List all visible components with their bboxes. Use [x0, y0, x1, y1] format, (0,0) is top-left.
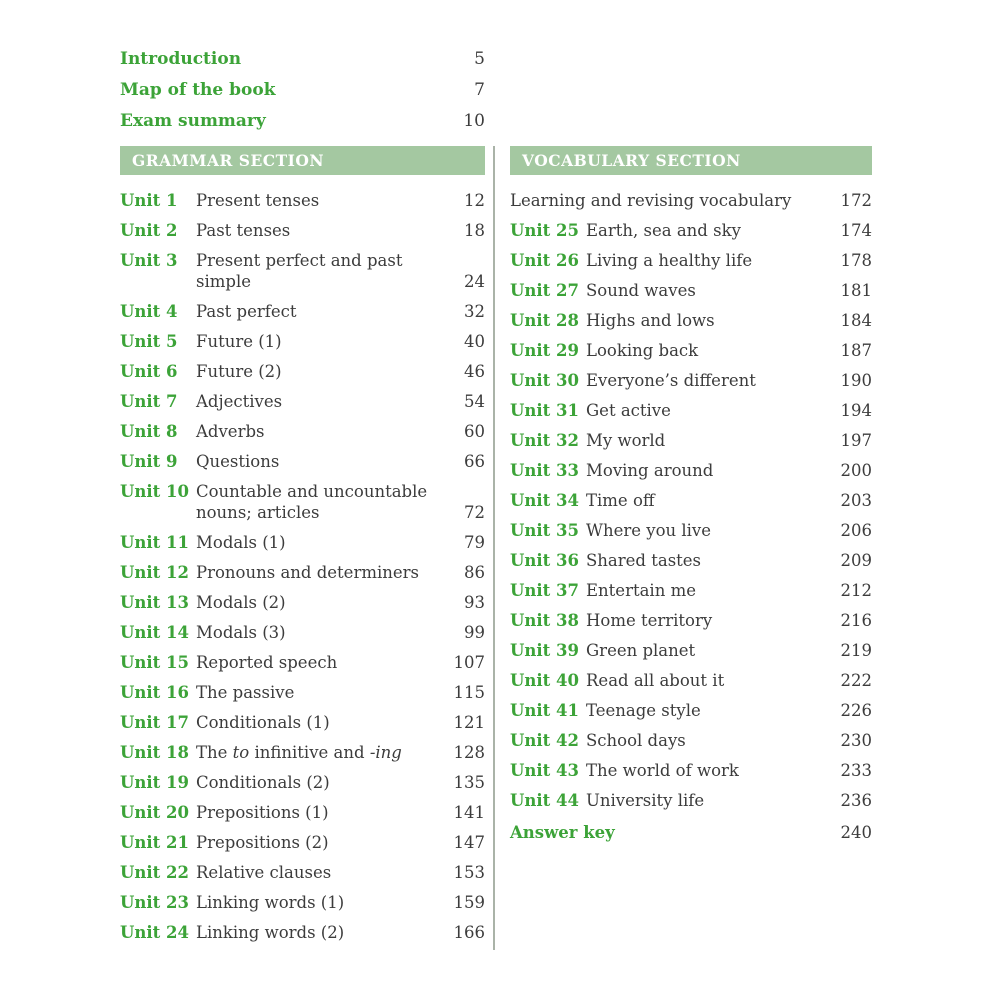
unit-title: Adjectives [196, 392, 283, 411]
unit-label: Unit 10 [120, 482, 189, 501]
unit-label: Unit 41 [510, 701, 579, 720]
unit-label: Unit 33 [510, 461, 579, 480]
unit-title: Past perfect [196, 302, 297, 321]
toc-entry [120, 652, 485, 673]
unit-label: Unit 29 [510, 341, 579, 360]
page-number: 166 [453, 923, 485, 942]
unit-title: Living a healthy life [586, 251, 753, 270]
unit-label: Unit 39 [510, 641, 579, 660]
page-number: 107 [453, 653, 485, 672]
unit-title: My world [586, 431, 666, 450]
unit-label: Unit 6 [120, 362, 178, 381]
toc-entry [510, 430, 872, 451]
unit-label: Unit 17 [120, 713, 189, 732]
unit-title: Modals (3) [196, 623, 286, 642]
toc-entry [120, 481, 485, 523]
unit-title: Earth, sea and sky [586, 221, 741, 240]
toc-entry [510, 460, 872, 481]
unit-title: Future (1) [196, 332, 282, 351]
unit-label: Unit 8 [120, 422, 178, 441]
vocabulary-unit-list [510, 220, 872, 811]
unit-title: Highs and lows [586, 311, 715, 330]
page-number: 10 [463, 111, 485, 131]
page-number: 135 [453, 773, 485, 792]
page-number: 206 [840, 521, 872, 540]
unit-label: Unit 37 [510, 581, 579, 600]
toc-entry [120, 190, 485, 211]
unit-title: The world of work [586, 761, 739, 780]
page-number: 178 [840, 251, 872, 270]
vocabulary-section-header: VOCABULARY SECTION [510, 146, 872, 175]
unit-title: Teenage style [586, 701, 701, 720]
vocabulary-column [510, 146, 872, 852]
front-matter [120, 49, 485, 142]
unit-label: Unit 20 [120, 803, 189, 822]
unit-title: Get active [586, 401, 671, 420]
front-matter-row [120, 49, 485, 70]
unit-label: Unit 35 [510, 521, 579, 540]
page-number: 203 [840, 491, 872, 510]
unit-title: Pronouns and determiners [196, 563, 419, 582]
toc-entry [120, 772, 485, 793]
unit-title: Prepositions (2) [196, 833, 329, 852]
page-number: 72 [464, 503, 485, 522]
unit-label: Unit 21 [120, 833, 189, 852]
page-number: 190 [840, 371, 872, 390]
unit-label: Unit 15 [120, 653, 189, 672]
page-number: 46 [464, 362, 485, 381]
grammar-column [120, 146, 485, 952]
toc-entry [120, 220, 485, 241]
unit-title: Moving around [586, 461, 714, 480]
unit-title: Adverbs [196, 422, 265, 441]
answer-key-entry [510, 822, 872, 843]
unit-label: Unit 13 [120, 593, 189, 612]
toc-entry [120, 250, 485, 292]
page-number: 32 [464, 302, 485, 321]
page-number: 115 [453, 683, 485, 702]
toc-entry [510, 310, 872, 331]
page-number: 187 [840, 341, 872, 360]
unit-label: Unit 34 [510, 491, 579, 510]
unit-label: Unit 1 [120, 191, 178, 210]
unit-title: Modals (2) [196, 593, 286, 612]
toc-entry [510, 490, 872, 511]
toc-entry [120, 391, 485, 412]
grammar-section-header: GRAMMAR SECTION [120, 146, 485, 175]
page-number: 181 [840, 281, 872, 300]
toc-entry [120, 892, 485, 913]
unit-title: Modals (1) [196, 533, 286, 552]
unit-title: Green planet [586, 641, 696, 660]
unit-label: Unit 36 [510, 551, 579, 570]
unit-label: Unit 40 [510, 671, 579, 690]
unit-label: Unit 24 [120, 923, 189, 942]
toc-entry [120, 562, 485, 583]
unit-label: Unit 7 [120, 392, 178, 411]
toc-entry [510, 250, 872, 271]
page-number: 60 [464, 422, 485, 441]
grammar-unit-list [120, 190, 485, 943]
unit-label: Unit 38 [510, 611, 579, 630]
unit-label: Unit 14 [120, 623, 189, 642]
page-number: 226 [840, 701, 872, 720]
page-number: 147 [453, 833, 485, 852]
unit-label: Unit 43 [510, 761, 579, 780]
page-number: 219 [840, 641, 872, 660]
toc-entry [120, 862, 485, 883]
unit-label: Unit 2 [120, 221, 178, 240]
toc-entry [120, 802, 485, 823]
page-number: 159 [453, 893, 485, 912]
toc-entry [120, 682, 485, 703]
unit-title: Relative clauses [196, 863, 332, 882]
unit-title: Reported speech [196, 653, 338, 672]
unit-title: Conditionals (2) [196, 773, 330, 792]
unit-title: Present perfect and past simple [196, 251, 403, 291]
page-number: 18 [464, 221, 485, 240]
unit-label: Unit 4 [120, 302, 178, 321]
toc-entry [510, 700, 872, 721]
unit-label: Unit 44 [510, 791, 579, 810]
unit-title: Where you live [586, 521, 712, 540]
page-number: 200 [840, 461, 872, 480]
unit-title: Everyone’s different [586, 371, 756, 390]
page-number: 40 [464, 332, 485, 351]
toc-entry [120, 421, 485, 442]
unit-title: Linking words (2) [196, 923, 345, 942]
toc-entry [510, 580, 872, 601]
toc-entry [120, 592, 485, 613]
page-number: 212 [840, 581, 872, 600]
page-number: 7 [474, 80, 485, 100]
page-number: 66 [464, 452, 485, 471]
page-number: 93 [464, 593, 485, 612]
unit-label: Unit 27 [510, 281, 579, 300]
toc-entry [120, 742, 485, 763]
toc-entry [510, 340, 872, 361]
page-number: 174 [840, 221, 872, 240]
unit-label: Unit 5 [120, 332, 178, 351]
page-number: 141 [453, 803, 485, 822]
unit-title: School days [586, 731, 686, 750]
page-number: 194 [840, 401, 872, 420]
toc-entry [120, 922, 485, 943]
unit-label: Unit 25 [510, 221, 579, 240]
unit-title: Time off [586, 491, 655, 510]
front-matter-label: Introduction [120, 49, 242, 69]
toc-entry [510, 640, 872, 661]
page-number: 172 [840, 191, 872, 210]
toc-entry [510, 370, 872, 391]
unit-title: Present tenses [196, 191, 320, 210]
unit-title: Prepositions (1) [196, 803, 329, 822]
unit-title: Past tenses [196, 221, 291, 240]
toc-entry [120, 331, 485, 352]
page-number: 99 [464, 623, 485, 642]
vocabulary-intro-entry [510, 190, 872, 211]
unit-label: Unit 11 [120, 533, 189, 552]
page-number: 236 [840, 791, 872, 810]
front-matter-row [120, 80, 485, 101]
unit-title: Countable and uncountable nouns; articles [196, 482, 428, 522]
front-matter-label: Map of the book [120, 80, 276, 100]
unit-title: University life [586, 791, 705, 810]
unit-label: Unit 31 [510, 401, 579, 420]
unit-title: The passive [196, 683, 295, 702]
unit-label: Unit 23 [120, 893, 189, 912]
toc-entry [510, 550, 872, 571]
unit-label: Unit 12 [120, 563, 189, 582]
unit-label: Unit 22 [120, 863, 189, 882]
answer-key-label: Answer key [510, 823, 615, 842]
page-number: 233 [840, 761, 872, 780]
unit-title: Linking words (1) [196, 893, 345, 912]
page-number: 209 [840, 551, 872, 570]
page-number: 184 [840, 311, 872, 330]
toc-entry [510, 790, 872, 811]
unit-label: Unit 9 [120, 452, 178, 471]
unit-label: Unit 19 [120, 773, 189, 792]
unit-label: Unit 16 [120, 683, 189, 702]
page-number: 128 [453, 743, 485, 762]
page-number: 5 [474, 49, 485, 69]
page-number: 230 [840, 731, 872, 750]
toc-entry [510, 220, 872, 241]
unit-title: Shared tastes [586, 551, 702, 570]
toc-entry [120, 532, 485, 553]
unit-title: The to infinitive and -ing [196, 743, 402, 762]
unit-label: Unit 26 [510, 251, 579, 270]
page-number: 197 [840, 431, 872, 450]
entry-title: Learning and revising vocabulary [510, 191, 792, 210]
toc-entry [510, 520, 872, 541]
unit-label: Unit 42 [510, 731, 579, 750]
unit-label: Unit 18 [120, 743, 189, 762]
unit-label: Unit 3 [120, 251, 178, 270]
toc-entry [510, 760, 872, 781]
page-number: 12 [464, 191, 485, 210]
toc-entry [510, 730, 872, 751]
toc-entry [120, 832, 485, 853]
page-number: 222 [840, 671, 872, 690]
front-matter-row [120, 111, 485, 132]
unit-title: Home territory [586, 611, 713, 630]
page-number: 54 [464, 392, 485, 411]
column-divider [493, 146, 495, 950]
page-number: 79 [464, 533, 485, 552]
page-number: 24 [464, 272, 485, 291]
unit-title: Questions [196, 452, 280, 471]
toc-entry [120, 622, 485, 643]
unit-title: Read all about it [586, 671, 725, 690]
unit-title: Future (2) [196, 362, 282, 381]
page-number: 240 [840, 823, 872, 842]
unit-title: Conditionals (1) [196, 713, 330, 732]
toc-entry [510, 610, 872, 631]
unit-label: Unit 32 [510, 431, 579, 450]
front-matter-label: Exam summary [120, 111, 266, 131]
unit-label: Unit 30 [510, 371, 579, 390]
toc-entry [120, 712, 485, 733]
toc-entry [510, 400, 872, 421]
page-number: 216 [840, 611, 872, 630]
toc-entry [120, 361, 485, 382]
page-number: 153 [453, 863, 485, 882]
unit-title: Sound waves [586, 281, 696, 300]
toc-entry [510, 670, 872, 691]
unit-title: Entertain me [586, 581, 696, 600]
page-number: 86 [464, 563, 485, 582]
toc-entry [510, 280, 872, 301]
page-number: 121 [453, 713, 485, 732]
unit-title: Looking back [586, 341, 699, 360]
toc-entry [120, 451, 485, 472]
toc-entry [120, 301, 485, 322]
unit-label: Unit 28 [510, 311, 579, 330]
